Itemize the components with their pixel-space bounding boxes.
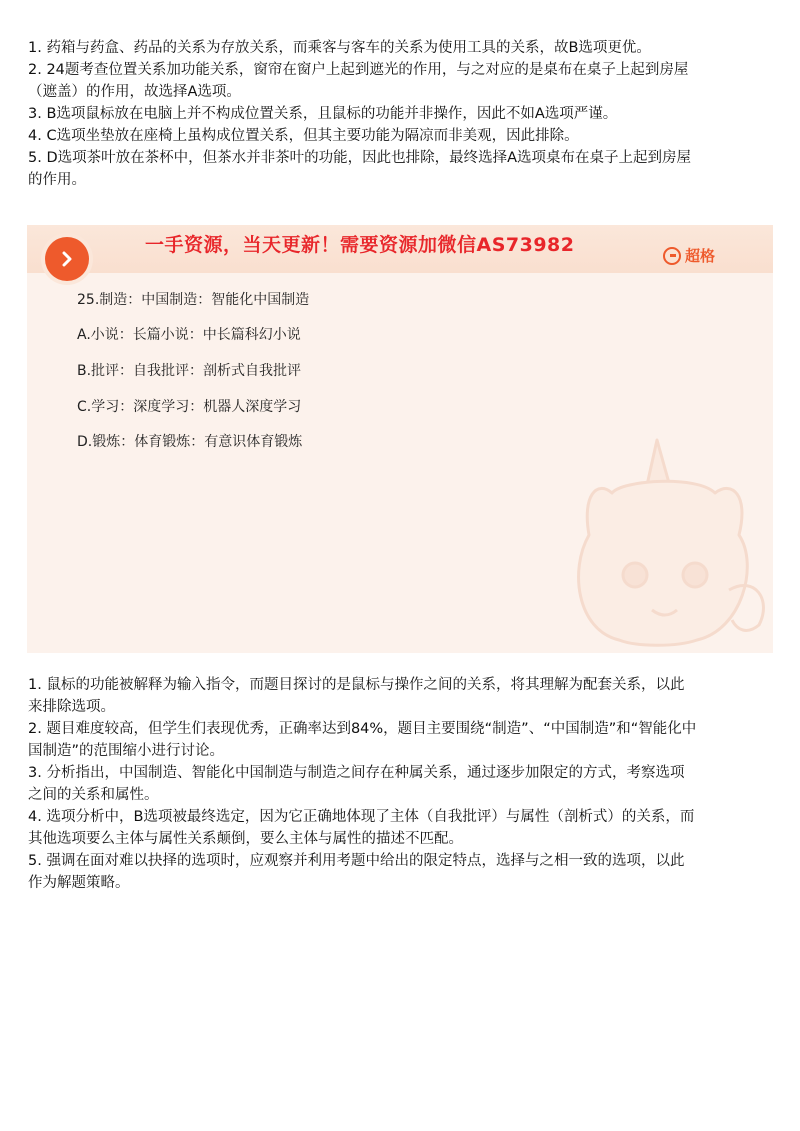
option-a: A.小说：长篇小说：中长篇科幻小说	[77, 327, 301, 343]
brand-g-icon	[663, 247, 681, 265]
note-line: 4. C选项坐垫放在座椅上虽构成位置关系，但其主要功能为隔凉而非美观，因此排除。	[28, 128, 579, 144]
note-line: 2. 24题考查位置关系加功能关系，窗帘在窗户上起到遮光的作用，与之对应的是桌布在桌子上起到房屋	[28, 62, 689, 78]
note-line: （遮盖）的作用，故选择A选项。	[28, 84, 241, 100]
option-d: D.锻炼：体育锻炼：有意识体育锻炼	[77, 434, 303, 450]
note-line: 1. 药箱与药盒、药品的关系为存放关系，而乘客与客车的关系为使用工具的关系，故B选项更优。	[28, 40, 651, 56]
slide-header	[27, 225, 773, 273]
note-line: 3. B选项鼠标放在电脑上并不构成位置关系，且鼠标的功能并非操作，因此不如A选项严谨。	[28, 106, 618, 122]
note-line: 国制造”的范围缩小进行讨论。	[28, 743, 225, 759]
note-line: 作为解题策略。	[28, 875, 130, 891]
option-b: B.批评：自我批评：剖析式自我批评	[77, 363, 302, 379]
note-line: 2. 题目难度较高，但学生们表现优秀，正确率达到84%，题目主要围绕“制造”、“中国制造”和“智能化中	[28, 721, 697, 737]
note-line: 1. 鼠标的功能被解释为输入指令，而题目探讨的是鼠标与操作之间的关系，将其理解为配套关系，以此	[28, 677, 685, 693]
brand-logo	[663, 245, 715, 266]
note-line: 3. 分析指出，中国制造、智能化中国制造与制造之间存在种属关系，通过逐步加限定的方式，考察选项	[28, 765, 685, 781]
brand-name: 超格	[685, 247, 716, 265]
unicorn-mascot-icon	[527, 425, 773, 653]
slide-banner: 一手资源，当天更新！需要资源加微信AS73982	[145, 234, 575, 256]
option-c: C.学习：深度学习：机器人深度学习	[77, 399, 302, 415]
note-line: 5. D选项茶叶放在茶杯中，但茶水并非茶叶的功能，因此也排除，最终选择A选项桌布在桌子上起到房屋	[28, 150, 692, 166]
note-line: 其他选项要么主体与属性关系颠倒，要么主体与属性的描述不匹配。	[28, 831, 463, 847]
notes-bottom	[28, 674, 774, 894]
note-line: 4. 选项分析中，B选项被最终选定，因为它正确地体现了主体（自我批评）与属性（剖析式）的关系，而	[28, 809, 695, 825]
note-line: 5. 强调在面对难以抉择的选项时，应观察并利用考题中给出的限定特点，选择与之相一致的选项，以此	[28, 853, 685, 869]
note-line: 之间的关系和属性。	[28, 787, 159, 803]
question-slide	[27, 225, 773, 653]
notes-top	[28, 37, 774, 191]
note-line: 来排除选项。	[28, 699, 115, 715]
note-line: 的作用。	[28, 172, 86, 188]
chevron-right-icon	[45, 237, 89, 281]
question-stem: 25.制造：中国制造：智能化中国制造	[77, 292, 310, 308]
